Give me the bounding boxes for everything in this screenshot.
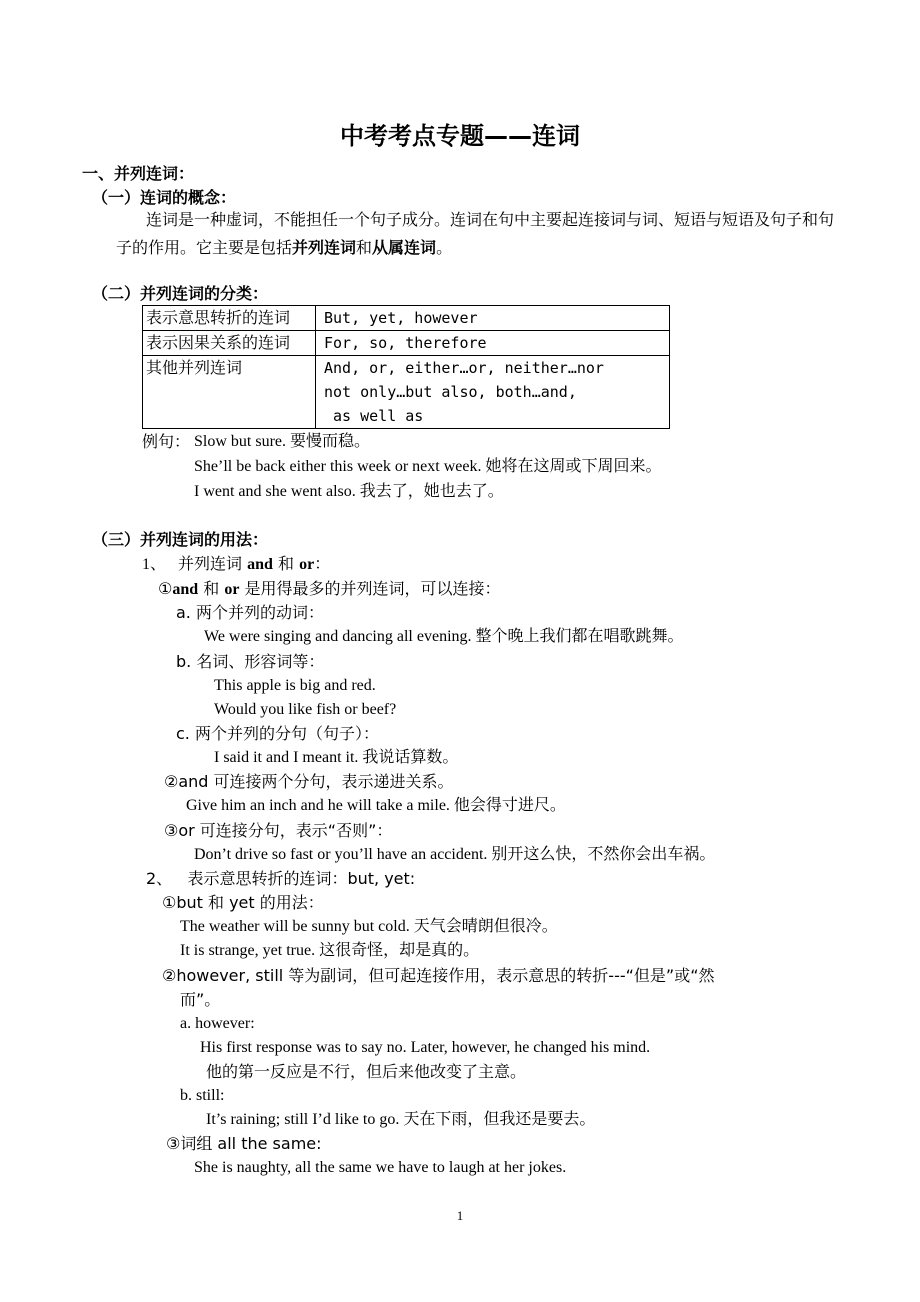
usage-heading: （三）并列连词的用法： bbox=[92, 530, 269, 549]
table-row bbox=[143, 356, 670, 429]
concept-text-c: 。 bbox=[436, 238, 453, 257]
table-cell-type: 其他并列连词 bbox=[143, 356, 316, 429]
usage-subpoint-however: ②however, still 等为副词，但可起连接作用，表示意思的转折---“但是”或“然 bbox=[162, 966, 715, 985]
item-label: a. 两个并列的动词： bbox=[176, 603, 324, 622]
example-sentence: It’s raining; still I’d like to go. 天在下雨，但我还是要去。 bbox=[206, 1111, 596, 1128]
point-text: 表示意思转折的连词：but, yet: bbox=[187, 869, 416, 888]
keyword-and: and bbox=[247, 556, 273, 573]
point-text: ： bbox=[314, 554, 331, 573]
table-cell-examples: But, yet, however bbox=[316, 306, 670, 331]
usage-subpoint-all-the-same: ③词组 all the same: bbox=[166, 1134, 322, 1153]
concept-paragraph bbox=[116, 206, 840, 262]
point-text: 并列连词 bbox=[178, 554, 248, 573]
point-text: 是用得最多的并列连词，可以连接： bbox=[239, 579, 501, 598]
table-cell-line: not only…but also, both…and, bbox=[324, 383, 577, 401]
example-sentence: Slow but sure. 要慢而稳。 bbox=[194, 433, 371, 450]
table-cell-type: 表示意思转折的连词 bbox=[143, 306, 316, 331]
example-sentence: The weather will be sunny but cold. 天气会晴朗但很冷。 bbox=[180, 918, 558, 935]
point-text: 和 bbox=[272, 554, 300, 573]
example-sentence: Would you like fish or beef? bbox=[214, 701, 397, 718]
section-heading-coordinating-conjunctions: 一、并列连词： bbox=[82, 164, 195, 183]
example-sentence: We were singing and dancing all evening. 整个晚上我们都在唱歌跳舞。 bbox=[204, 628, 684, 645]
example-sentence: Give him an inch and he will take a mile. 他会得寸进尺。 bbox=[186, 797, 566, 814]
example-sentence: I went and she went also. 我去了，她也去了。 bbox=[194, 483, 504, 500]
table-cell-type: 表示因果关系的连词 bbox=[143, 331, 316, 356]
usage-subpoint-2: ②and 可连接两个分句，表示递进关系。 bbox=[164, 772, 454, 791]
examples-label: 例句： bbox=[142, 432, 191, 451]
table-cell-line: And, or, either…or, neither…nor bbox=[324, 359, 604, 377]
example-sentence: It is strange, yet true. 这很奇怪，却是真的。 bbox=[180, 942, 480, 959]
item-label: a. however: bbox=[180, 1015, 255, 1032]
item-label: b. still: bbox=[180, 1087, 225, 1104]
example-sentence: His first response was to say no. Later, however, he changed his mind. bbox=[200, 1039, 651, 1056]
table-row bbox=[143, 331, 670, 356]
usage-subpoint-however-cont: 而”。 bbox=[180, 990, 221, 1009]
example-translation: 他的第一反应是不行，但后来他改变了主意。 bbox=[206, 1062, 527, 1081]
table-cell-examples: For, so, therefore bbox=[316, 331, 670, 356]
page-number: 1 bbox=[456, 1208, 464, 1223]
document-title: 中考考点专题——连词 bbox=[340, 122, 580, 150]
example-sentence: Don’t drive so fast or you’ll have an accident. 别开这么快，不然你会出车祸。 bbox=[194, 846, 716, 863]
keyword-or: or bbox=[299, 556, 315, 573]
point-number: 1、 bbox=[142, 556, 167, 573]
usage-subpoint-1 bbox=[158, 577, 501, 602]
keyword-or: or bbox=[224, 581, 240, 598]
item-label: b. 名词、形容词等： bbox=[176, 652, 325, 671]
usage-point-2 bbox=[146, 867, 415, 891]
keyword-and: and bbox=[172, 581, 199, 598]
concept-bold-subordinating: 从属连词 bbox=[372, 238, 437, 257]
classification-table bbox=[142, 305, 670, 429]
item-label: c. 两个并列的分句（句子）： bbox=[176, 724, 379, 743]
usage-subpoint-but-yet: ①but 和 yet 的用法： bbox=[162, 893, 324, 912]
table-cell-examples bbox=[316, 356, 670, 429]
concept-bold-coordinating: 并列连词 bbox=[292, 238, 357, 257]
circled-number: ① bbox=[158, 579, 173, 598]
example-sentence: This apple is big and red. bbox=[214, 677, 376, 694]
example-sentence: She is naughty, all the same we have to laugh at her jokes. bbox=[194, 1159, 567, 1176]
example-sentence: She’ll be back either this week or next week. 她将在这周或下周回来。 bbox=[194, 458, 662, 475]
example-sentence: I said it and I meant it. 我说话算数。 bbox=[214, 749, 459, 766]
point-text: 和 bbox=[198, 579, 225, 598]
table-cell-line: as well as bbox=[324, 407, 424, 425]
concept-text-a: 连词是一种虚词，不能担任一个句子成分。连词在句中主要起连接词与词、短语与短语及句子和句子的作用。它主要是包括 bbox=[116, 210, 835, 257]
usage-point-1 bbox=[142, 552, 330, 577]
concept-text-b: 和 bbox=[356, 238, 373, 257]
table-row bbox=[143, 306, 670, 331]
concept-heading: （一）连词的概念： bbox=[92, 188, 237, 207]
classification-heading: （二）并列连词的分类： bbox=[92, 284, 269, 303]
usage-subpoint-3: ③or 可连接分句，表示“否则”： bbox=[164, 821, 393, 840]
point-number: 2、 bbox=[146, 869, 173, 888]
